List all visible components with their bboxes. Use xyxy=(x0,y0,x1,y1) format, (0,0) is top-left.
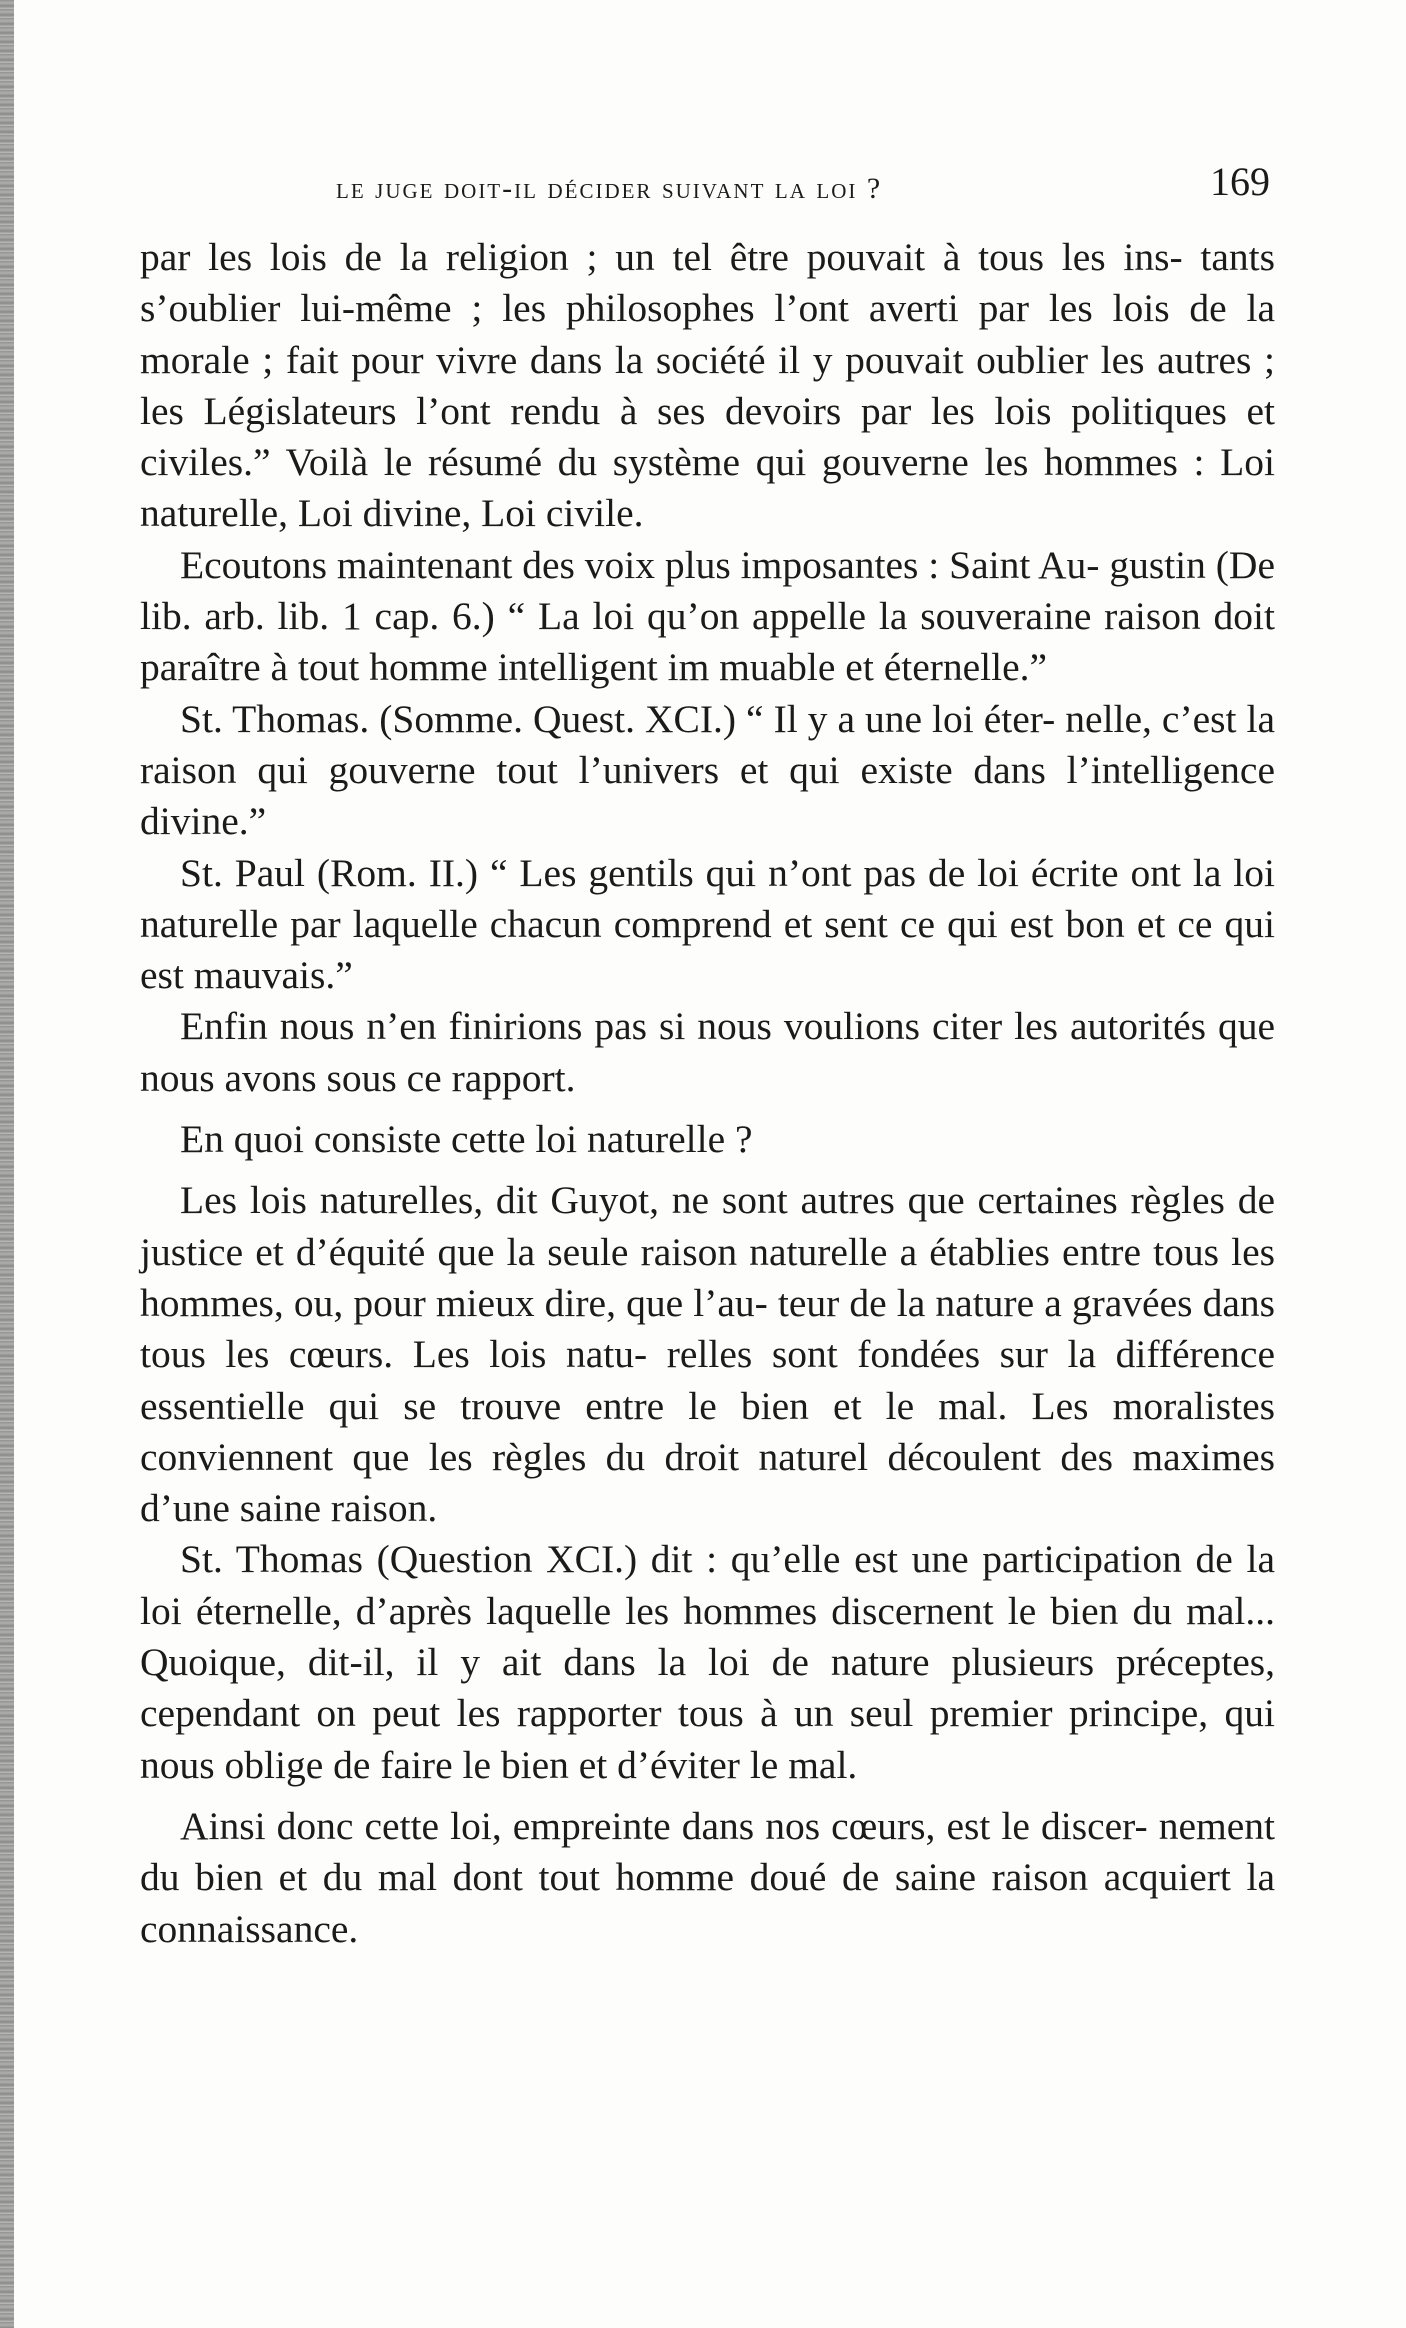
body-text xyxy=(140,232,1275,1955)
paragraph-1: par les lois de la religion ; un tel être pouvait à tous les ins- tants s’oublier lui-même ; les philosophes l’ont averti par les lois de la morale ; fait pour vivre dans la société il y pouvait oublier les autres ; les Législateurs l’ont rendu à ses devoirs par les lois politiques et civiles.” Voilà le résumé du système qui gouverne les hommes : Loi naturelle, Loi divine, Loi civile. xyxy=(140,235,1275,536)
page-header xyxy=(140,152,1270,212)
paragraph-7: Les lois naturelles, dit Guyot, ne sont autres que certaines règles de justice et d’équité que la seule raison naturelle a établies entre tous les hommes, ou, pour mieux dire, que l’au- teur de la nature a gravées dans tous les cœurs. Les lois natu- relles sont fondées sur la différence essentielle qui se trouve entre le bien et le mal. Les moralistes conviennent que les règles du droit naturel découlent des maximes d’une saine raison. xyxy=(140,1178,1275,1531)
page-number: 169 xyxy=(1210,159,1270,204)
paragraph-9: Ainsi donc cette loi, empreinte dans nos cœurs, est le discer- nement du bien et du mal dont tout homme doué de saine raison acquiert la connaissance. xyxy=(140,1803,1275,1951)
paragraph-5: Enfin nous n’en finirions pas si nous voulions citer les autorités que nous avons sous ce rapport. xyxy=(140,1004,1275,1100)
paragraph-3: St. Thomas. (Somme. Quest. XCI.) “ Il y a une loi éter- nelle, c’est la raison qui gouverne tout l’univers et qui existe dans l’intelligence divine.” xyxy=(140,696,1275,844)
paragraph-2: Ecoutons maintenant des voix plus imposantes : Saint Au- gustin (De lib. arb. lib. 1 cap. 6.) “ La loi qu’on appelle la souveraine raison doit paraître à tout homme intelligent im muable et éternelle.” xyxy=(140,542,1275,690)
binding-edge xyxy=(0,0,14,2328)
paragraph-6: En quoi consiste cette loi naturelle ? xyxy=(180,1117,753,1162)
paragraph-4: St. Paul (Rom. II.) “ Les gentils qui n’ont pas de loi écrite ont la loi naturelle par laquelle chacun comprend et sent ce qui est bon et ce qui est mauvais.” xyxy=(140,850,1275,998)
paragraph-8: St. Thomas (Question XCI.) dit : qu’elle est une participation de la loi éternelle, d’après laquelle les hommes discernent le bien du mal... Quoique, dit-il, il y ait dans la loi de nature plusieurs préceptes, cependant on peut les rapporter tous à un seul premier principe, qui nous oblige de faire le bien et d’éviter le mal. xyxy=(140,1537,1275,1787)
running-title: le juge doit-il décider suivant la loi ? xyxy=(336,172,883,205)
